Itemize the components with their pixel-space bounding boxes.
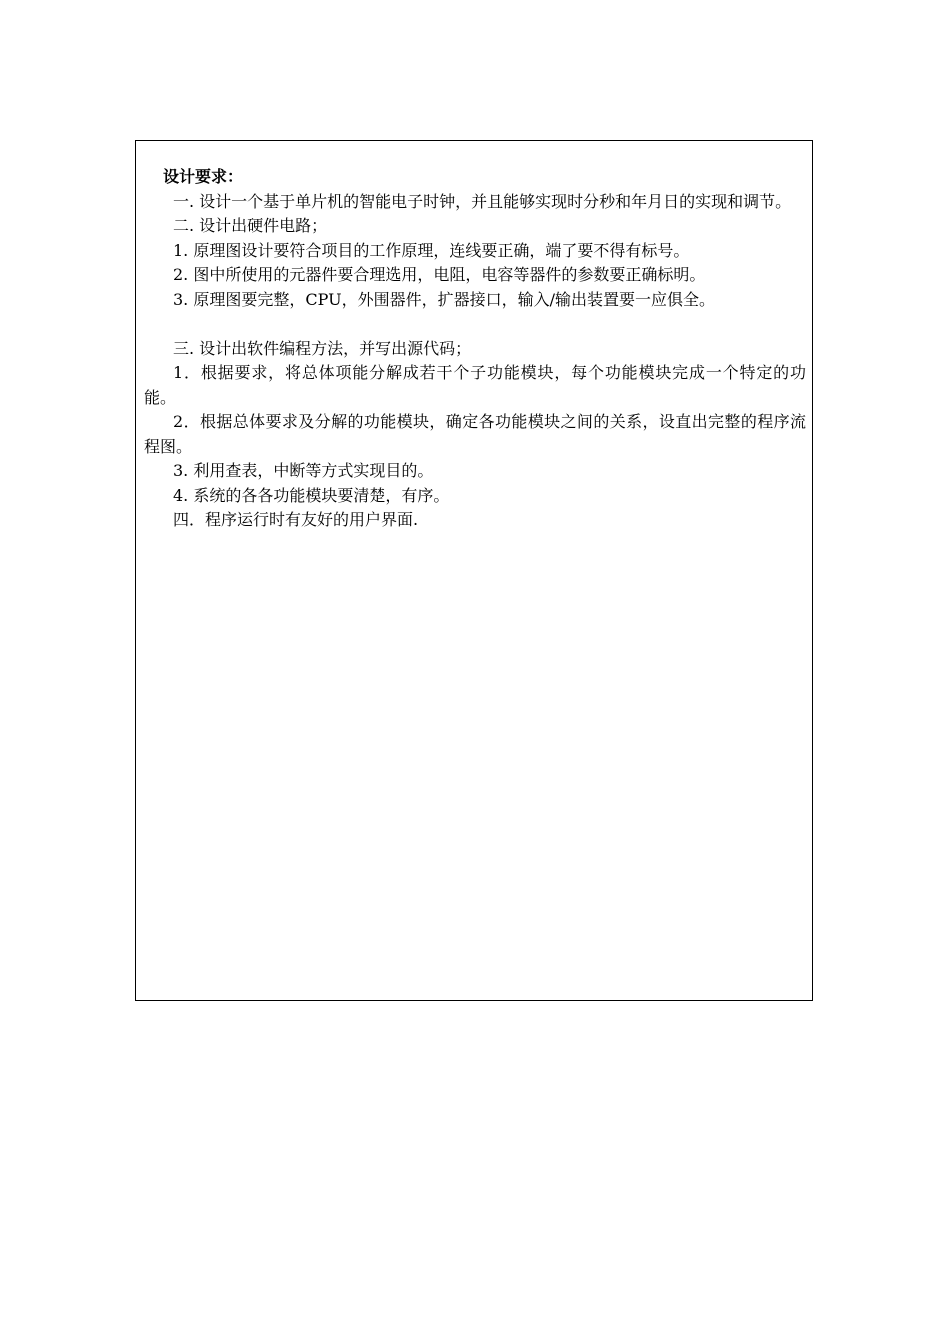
requirement-paragraph: 4. 系统的各各功能模块要清楚，有序。 [173,485,450,505]
requirement-paragraph: 3. 利用查表，中断等方式实现目的。 [173,461,434,480]
requirements-box [135,140,813,1001]
requirement-paragraph: 四．程序运行时有友好的用户界面. [173,510,419,529]
requirements-content [144,165,806,533]
section-heading: 设计要求： [163,167,244,186]
requirement-paragraph: 一. 设计一个基于单片机的智能电子时钟，并且能够实现时分秒和年月日的实现和调节。 [173,191,792,211]
requirement-paragraph: 3. 原理图要完整，CPU，外围器件，扩器接口，输入/输出装置要一应俱全。 [173,289,715,309]
requirement-paragraph: 三. 设计出软件编程方法，并写出源代码； [173,338,472,358]
requirement-paragraph: 二. 设计出硬件电路； [173,216,328,235]
requirement-paragraph: 1．根据要求，将总体项能分解成若干个子功能模块，每个功能模块完成一个特定的功能。 [144,363,806,407]
requirement-paragraph: 2．根据总体要求及分解的功能模块，确定各功能模块之间的关系，设直出完整的程序流程图。 [144,412,806,456]
requirement-paragraph: 1. 原理图设计要符合项目的工作原理，连线要正确，端了要不得有标号。 [173,240,690,260]
requirement-paragraph: 2. 图中所使用的元器件要合理选用，电阻，电容等器件的参数要正确标明。 [173,265,706,284]
